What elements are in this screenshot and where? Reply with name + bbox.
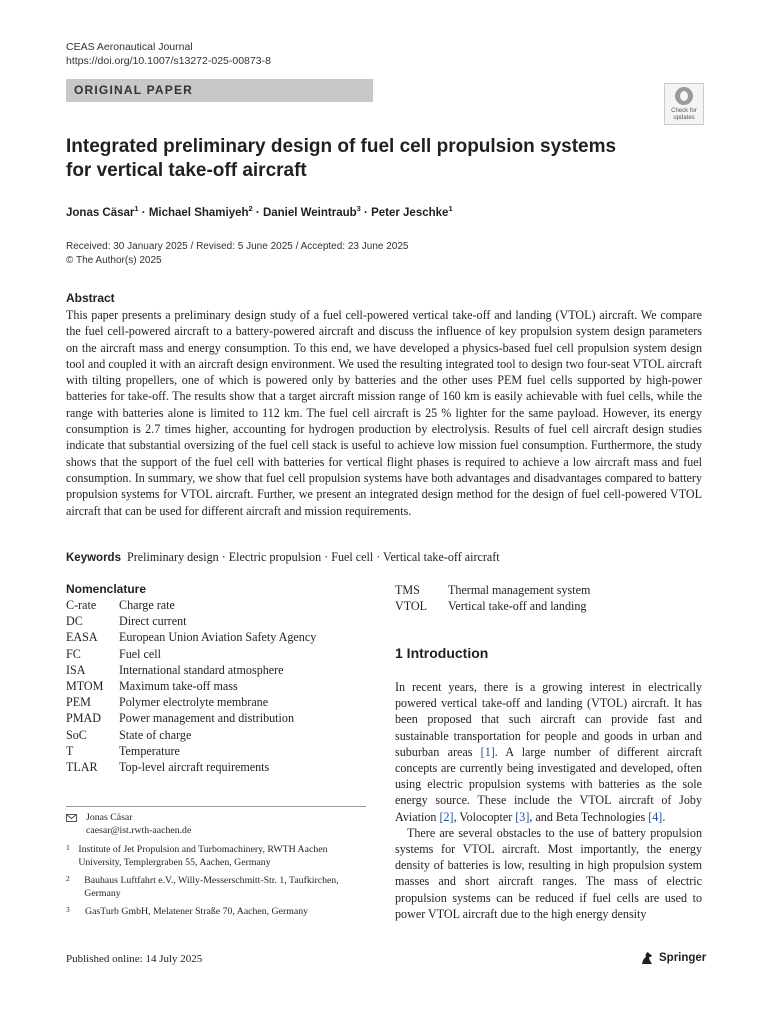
citation-link[interactable]: [4] [648, 809, 663, 824]
nomenclature-def: Direct current [119, 614, 187, 629]
author-separator: · [138, 206, 149, 219]
affiliation-text: Bauhaus Luftfahrt e.V., Willy-Messerschmitt-Str. 1, Taufkirchen, Germany [84, 875, 339, 899]
author-affiliation-mark: 1 [134, 204, 139, 213]
author-name[interactable]: Michael Shamiyeh [148, 206, 249, 219]
keywords-label: Keywords [66, 552, 121, 564]
journal-info [66, 40, 271, 68]
springer-horse-icon [640, 951, 654, 965]
envelope-icon [66, 811, 78, 837]
nomenclature-row [66, 759, 316, 775]
history-dates: Received: 30 January 2025 / Revised: 5 June 2025 / Accepted: 23 June 2025 [66, 241, 409, 252]
nomenclature-def: Temperature [119, 743, 180, 758]
section-heading-introduction: 1 Introduction [395, 645, 489, 661]
author-affiliation-mark: 3 [356, 204, 361, 213]
citation-link[interactable]: [1] [480, 744, 495, 759]
intro-text: In recent years, there is a growing interest in electrically powered vertical take-off and landing (VTOL) aircraft. It has been proposed that such aircraft can provide fast and sustainable transportation for people and goods in urban and suburban areas [395, 680, 702, 759]
nomenclature-def: Top-level aircraft requirements [119, 760, 270, 775]
published-date: Published online: 14 July 2025 [66, 953, 203, 965]
badge-line-1: Check for [671, 108, 697, 114]
title-line-1: Integrated preliminary design of fuel cell propulsion systems [66, 136, 617, 157]
author-affiliation-mark: 1 [448, 204, 453, 213]
journal-name: CEAS Aeronautical Journal [66, 41, 193, 53]
footnotes [66, 806, 366, 923]
nomenclature-def: Power management and distribution [119, 711, 294, 726]
nomenclature-abbr: ISA [66, 662, 86, 677]
author-affiliation-mark: 2 [248, 204, 253, 213]
nomenclature-list-left [66, 597, 316, 775]
affiliation-number: 1 [66, 843, 70, 852]
check-for-updates-badge[interactable] [664, 83, 704, 125]
affiliation [66, 905, 366, 918]
intro-text: , and Beta Technologies [529, 809, 649, 824]
nomenclature-abbr: TMS [395, 583, 420, 597]
affiliation-text: Institute of Jet Propulsion and Turbomachinery, RWTH Aachen University, Templergraben 55, Aachen, Germany [78, 844, 328, 868]
nomenclature-row [395, 598, 590, 614]
keywords-list: Preliminary design · Electric propulsion · Fuel cell · Vertical take-off aircraft [127, 550, 500, 564]
nomenclature-abbr: PMAD [66, 711, 101, 726]
author-name[interactable]: Daniel Weintraub [262, 206, 357, 219]
nomenclature-abbr: VTOL [395, 599, 428, 614]
nomenclature-row [66, 662, 316, 678]
nomenclature-abbr: TLAR [66, 760, 98, 775]
affiliation [66, 874, 366, 900]
citation-link[interactable]: [3] [515, 809, 530, 824]
article-type-label: ORIGINAL PAPER [74, 83, 194, 97]
intro-text: . A large number of different aircraft concepts are currently being investigated and developed, often using electric propulsion systems with batteries as the sole energy source. These include the VTOL aircraft of Joby Aviation [395, 744, 702, 824]
affiliation-text: GasTurb GmbH, Melatener Straße 70, Aachen, Germany [85, 906, 309, 917]
title-line-2: for vertical take-off aircraft [66, 160, 307, 181]
nomenclature-def: International standard atmosphere [119, 662, 284, 677]
nomenclature-def: Vertical take-off and landing [448, 599, 587, 614]
author-separator: · [252, 206, 263, 219]
abstract-text: This paper presents a preliminary design study of a fuel cell-powered vertical take-off and landing (VTOL) aircraft. We compare the fuel cell-powered aircraft to a battery-powered aircraft and discuss the influence of key propulsion system design parameters on the aircraft mass and energy consumption. To this end, we have developed a physics-based fuel cell propulsion system design tool and coupled it with an aircraft design environment. We used the resulting integrated tool to design two four-seat VTOL aircraft with tilting propellers, one of which is powered only by batteries and the other uses PEM fuel cells supported by high-power batteries for take-off. The results show that a target aircraft mission range of 160 km is easily achievable with fuel cells, while the range with batteries alone is limited to 112 km. The fuel cell aircraft is 25 % lighter for the same payload. However, its energy consumption is 2.7 times higher, accounting for hydrogen production by electrolysis. Results of fuel cell aircraft design studies indicate that substantial oversizing of the fuel cell stack is useful to achieve low mission fuel consumption. Furthermore, the study shows that the support of the fuel cell with batteries for vertical flight phases is required to achieve a low aircraft mass and fuel consumption. In summary, we show that fuel cell propulsion systems have both advantages and disadvantages compared to battery propulsion systems for VTOL aircraft. Further, we present an integrated design method for the design of fuel cell-powered VTOL aircraft that can be used for different aircraft and mission requirements. [66, 308, 702, 518]
corresponding-author [66, 811, 366, 837]
nomenclature-abbr: PEM [66, 695, 91, 710]
nomenclature-def: Maximum take-off mass [119, 679, 238, 694]
doi-link[interactable]: https://doi.org/10.1007/s13272-025-00873-8 [66, 55, 271, 67]
nomenclature-row [66, 678, 316, 694]
nomenclature-row [66, 597, 316, 613]
nomenclature-def: State of charge [119, 727, 192, 742]
citation-link[interactable]: [2] [439, 809, 454, 824]
contact-name: Jonas Cäsar [86, 812, 133, 823]
keywords [66, 549, 702, 566]
nomenclature-row [66, 646, 316, 662]
nomenclature-row [66, 629, 316, 645]
abstract-heading: Abstract [66, 291, 115, 305]
nomenclature-abbr: FC [66, 646, 81, 661]
copyright-notice: © The Author(s) 2025 [66, 255, 162, 266]
nomenclature-abbr: DC [66, 614, 83, 629]
nomenclature-list-right [395, 582, 590, 614]
intro-text: , Volocopter [453, 809, 516, 824]
contact-email[interactable]: caesar@ist.rwth-aachen.de [86, 825, 192, 836]
affiliation-number: 2 [66, 874, 70, 883]
nomenclature-row [66, 743, 316, 759]
intro-text: . [662, 809, 666, 824]
introduction-body [395, 679, 702, 922]
nomenclature-abbr: SoC [66, 727, 87, 742]
intro-paragraph-1 [395, 679, 702, 825]
intro-paragraph-2: There are several obstacles to the use of battery propulsion systems for VTOL aircraft. Most importantly, the energy density of batteries is low, resulting in high propulsion system masses and short aircraft ranges. The mass of electric propulsion systems can be reduced if fuel cells are used to power VTOL aircraft due to the high energy density [395, 825, 702, 921]
nomenclature-abbr: T [66, 743, 74, 758]
paper-title [66, 135, 666, 183]
author-list [66, 204, 453, 219]
nomenclature-abbr: MTOM [66, 679, 104, 694]
article-type-banner [66, 79, 373, 102]
nomenclature-row [66, 694, 316, 710]
author-name[interactable]: Peter Jeschke [371, 206, 449, 219]
nomenclature-def: Charge rate [119, 598, 175, 612]
nomenclature-row [395, 582, 590, 598]
nomenclature-heading: Nomenclature [66, 582, 147, 596]
update-icon [675, 87, 693, 105]
publisher-name: Springer [659, 952, 707, 964]
author-name[interactable]: Jonas Cäsar [66, 206, 135, 219]
nomenclature-def: Thermal management system [448, 583, 591, 597]
nomenclature-def: Polymer electrolyte membrane [119, 695, 269, 710]
nomenclature-def: Fuel cell [119, 646, 161, 661]
nomenclature-row [66, 727, 316, 743]
publisher-logo [640, 951, 706, 965]
author-separator: · [360, 206, 372, 219]
nomenclature-row [66, 613, 316, 629]
affiliation [66, 843, 366, 869]
nomenclature-abbr: EASA [66, 630, 98, 645]
nomenclature-abbr: C-rate [66, 598, 97, 612]
affiliation-number: 3 [66, 905, 70, 914]
nomenclature-def: European Union Aviation Safety Agency [119, 630, 317, 645]
nomenclature-row [66, 710, 316, 726]
article-history [66, 240, 408, 268]
badge-line-2: updates [673, 115, 695, 121]
